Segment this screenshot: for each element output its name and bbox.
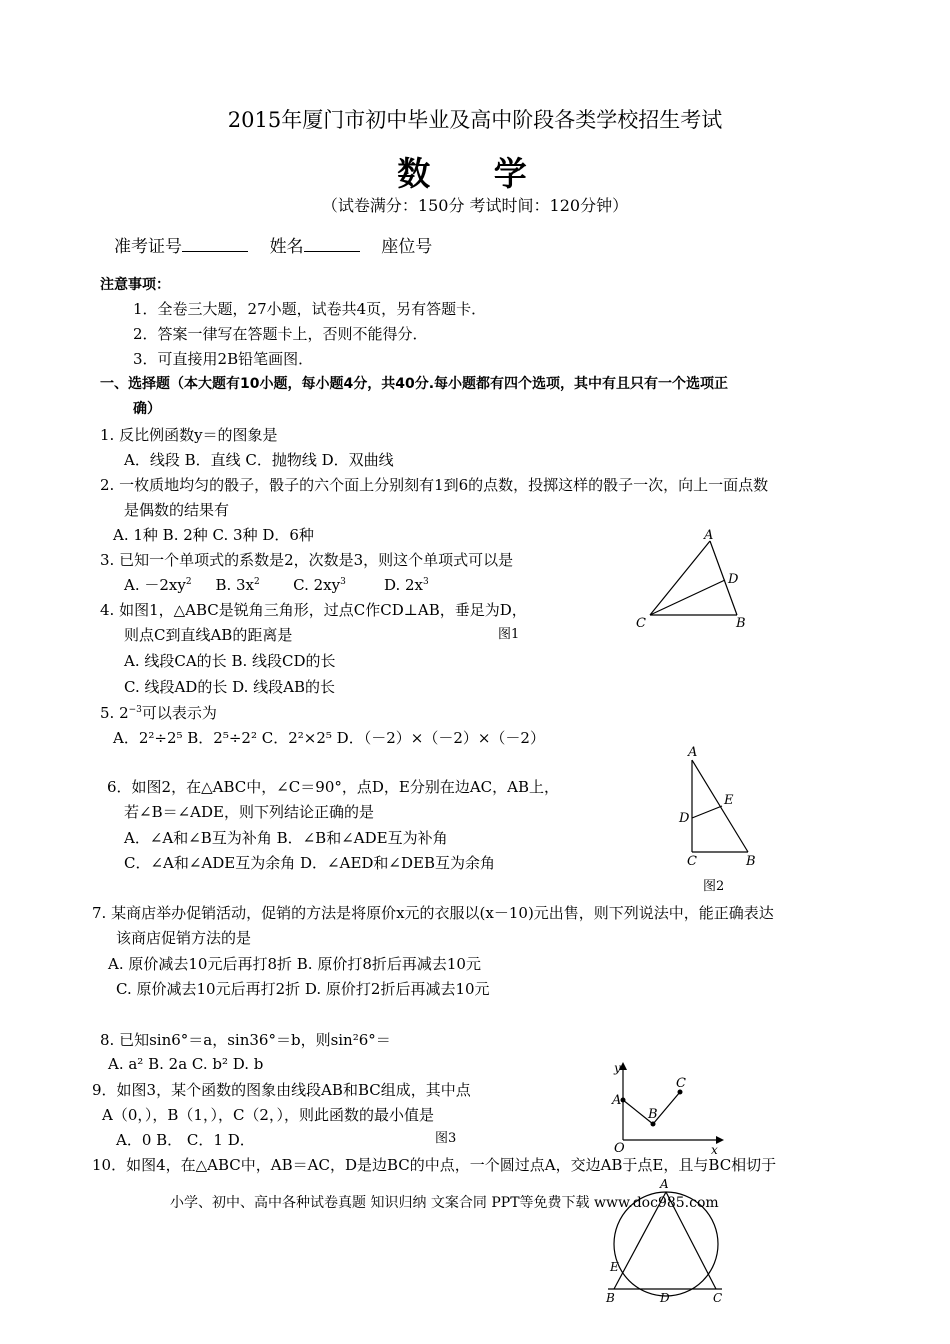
q4-stem-cont: 则点C到直线AB的距离是 <box>124 626 293 644</box>
figure-1-triangle <box>498 525 760 660</box>
q5-stem <box>100 702 217 723</box>
fig1-label-b: B <box>736 616 746 631</box>
q3-option-d: D. 2x <box>383 576 424 594</box>
figure-2-triangle <box>672 740 772 895</box>
q4-options-cd: C. 线段AD的长 D. 线段AB的长 <box>124 678 335 696</box>
name-blank <box>304 237 360 252</box>
section1-heading: 一、选择题（本大题有10小题，每小题4分，共40分.每小题都有四个选项，其中有且只有一个选项正 <box>100 376 729 392</box>
q5-stem-rest: 可以表示为 <box>141 704 217 722</box>
exam-title: 2015年厦门市初中毕业及高中阶段各类学校招生考试 <box>227 108 723 132</box>
q2-options: A. 1种 B. 2种 C. 3种 D．6种 <box>113 526 314 544</box>
q5-stem-base: 5. 2 <box>100 704 129 722</box>
q3-options <box>124 574 429 595</box>
fig4-label-c: C <box>713 1291 723 1305</box>
q6-stem: 6．如图2，在△ABC中，∠C＝90°，点D，E分别在边AC，AB上， <box>107 778 560 796</box>
q7-options-cd: C. 原价减去10元后再打2折 D. 原价打2折后再减去10元 <box>116 980 490 998</box>
name-label: 姓名 <box>269 237 304 257</box>
subject-heading: 数 学 <box>397 154 553 193</box>
q3-option-c-exp: 3 <box>340 577 346 587</box>
fig2-label-b: B <box>746 854 756 869</box>
fig4-label-a: A <box>660 1177 669 1191</box>
q3-option-b: B. 3x <box>215 576 254 594</box>
q3-stem: 3. 已知一个单项式的系数是2，次数是3，则这个单项式可以是 <box>100 551 514 569</box>
q1-stem: 1. 反比例函数y＝的图象是 <box>100 426 278 444</box>
q3-option-d-exp: 3 <box>423 577 429 587</box>
note-item: 3．可直接用2B铅笔画图． <box>133 350 314 368</box>
q4-stem: 4. 如图1，△ABC是锐角三角形，过点C作CD⊥AB，垂足为D， <box>100 601 527 619</box>
fig2-label-d: D <box>679 811 690 826</box>
q2-stem: 2. 一枚质地均匀的骰子，骰子的六个面上分别刻有1到6的点数，投掷这样的骰子一次，向上一面点数 <box>100 476 769 494</box>
exam-no-blank <box>182 237 248 252</box>
fig2-label-c: C <box>687 854 697 869</box>
note-item: 2．答案一律写在答题卡上，否则不能得分． <box>133 325 428 343</box>
fig1-label-d: D <box>728 572 739 587</box>
figure-3-graph <box>435 1056 735 1157</box>
exam-subtitle: （试卷满分：150分 考试时间：120分钟） <box>321 196 629 215</box>
fig4-label-b: B <box>606 1291 615 1305</box>
fig3-caption: 图3 <box>435 1131 457 1146</box>
q4-options-ab: A. 线段CA的长 B. 线段CD的长 <box>124 652 336 670</box>
q8-stem: 8. 已知sin6°＝a，sin36°＝b，则sin²6°＝ <box>100 1031 391 1049</box>
q3-option-b-exp: 2 <box>254 577 260 587</box>
q2-stem-cont: 是偶数的结果有 <box>124 501 230 519</box>
fig3-label-a: A <box>612 1093 622 1108</box>
fig3-label-c: C <box>676 1076 686 1091</box>
q7-stem: 7. 某商店举办促销活动，促销的方法是将原价x元的衣服以(x－10)元出售，则下列说法中，能正确表达 <box>92 904 774 922</box>
exam-no-label: 准考证号 <box>114 237 182 257</box>
q9-stem: 9．如图3，某个函数的图象由线段AB和BC组成，其中点 <box>92 1081 471 1099</box>
q9-options: A．0 B． C．1 D． <box>116 1131 255 1149</box>
fig3-label-x: x <box>711 1143 718 1157</box>
note-item: 1．全卷三大题，27小题，试卷共4页，另有答题卡． <box>133 300 487 318</box>
footer-notice: 小学、初中、高中各种试卷真题 知识归纳 文案合同 PPT等免费下载 www.doc985.com <box>170 1195 719 1211</box>
q1-options: A．线段 B．直线 C．抛物线 D．双曲线 <box>124 451 394 469</box>
fig4-label-e: E <box>610 1260 619 1274</box>
q3-option-a: A. －2xy <box>124 576 186 594</box>
q5-stem-exp: −3 <box>128 705 142 715</box>
q3-option-c: C. 2xy <box>293 576 341 594</box>
q7-stem-cont: 该商店促销方法的是 <box>116 929 252 947</box>
fig1-caption: 图1 <box>498 627 520 642</box>
fig3-label-o: O <box>614 1141 625 1156</box>
fig2-caption: 图2 <box>703 879 725 894</box>
candidate-info <box>114 232 432 257</box>
q10-stem: 10．如图4，在△ABC中，AB＝AC，D是边BC的中点，一个圆过点A，交边AB于点E，且与BC相切于 <box>92 1156 777 1174</box>
seat-label: 座位号 <box>381 237 433 257</box>
fig2-label-a: A <box>688 745 698 760</box>
fig3-label-y: y <box>614 1061 621 1075</box>
q3-option-a-exp: 2 <box>185 577 192 587</box>
fig4-label-d: D <box>660 1291 670 1305</box>
fig2-label-e: E <box>724 793 734 808</box>
fig3-label-b: B <box>648 1107 658 1122</box>
q9-stem-cont: A（0，），B（1，），C（2，），则此函数的最小值是 <box>102 1106 434 1124</box>
fig1-label-c: C <box>636 616 646 631</box>
q6-stem-cont: 若∠B＝∠ADE，则下列结论正确的是 <box>124 803 374 821</box>
q5-options: A．2²÷2⁵ B．2⁵÷2² C．2²×2⁵ D．（－2）×（－2）×（－2） <box>113 729 545 747</box>
q7-options-ab: A. 原价减去10元后再打8折 B. 原价打8折后再减去10元 <box>108 955 481 973</box>
q8-options: A. a² B. 2a C. b² D. b <box>108 1055 264 1073</box>
fig1-label-a: A <box>704 528 714 543</box>
q6-options-ab: A．∠A和∠B互为补角 B．∠B和∠ADE互为补角 <box>124 829 448 847</box>
notes-heading: 注意事项： <box>100 277 170 293</box>
q6-options-cd: C．∠A和∠ADE互为余角 D．∠AED和∠DEB互为余角 <box>124 854 495 872</box>
section1-heading-cont: 确） <box>133 401 161 417</box>
